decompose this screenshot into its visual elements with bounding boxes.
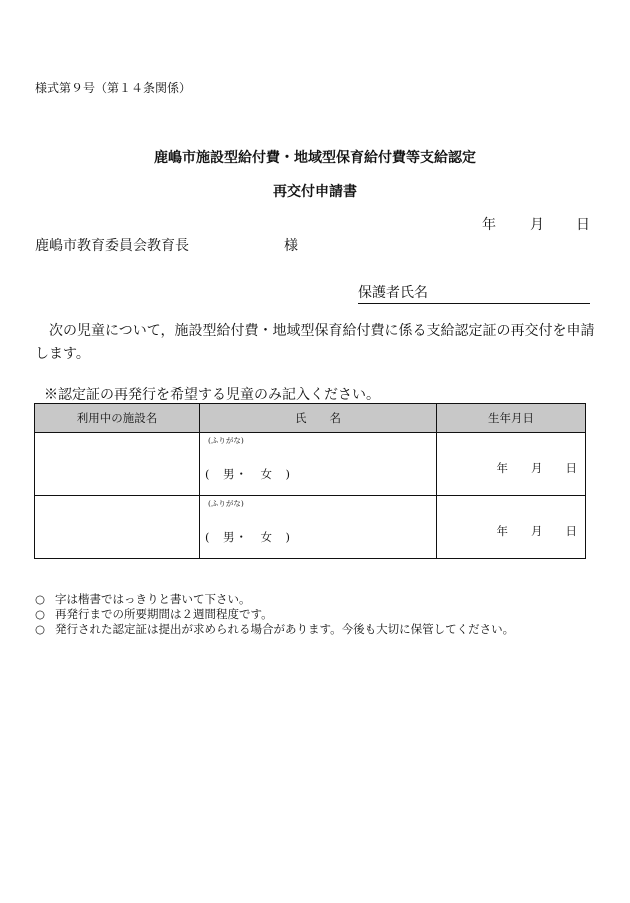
dob-cell[interactable] xyxy=(437,433,586,496)
header-facility: 利用中の施設名 xyxy=(35,404,200,433)
children-table xyxy=(34,403,586,559)
date-year-label: 年 xyxy=(482,217,496,233)
name-cell[interactable] xyxy=(200,433,437,496)
table-row xyxy=(35,496,586,559)
note-text: 再発行までの所要期間は２週間程度です。 xyxy=(55,607,273,621)
list-item xyxy=(35,592,514,607)
header-dob: 生年月日 xyxy=(437,404,586,433)
date-month-label: 月 xyxy=(530,217,544,233)
form-title: 鹿嶋市施設型給付費・地域型保育給付費等支給認定 xyxy=(154,150,476,166)
honorific: 様 xyxy=(284,238,298,254)
notes-list xyxy=(35,592,514,637)
gender-label: ( 男・ 女 ) xyxy=(205,467,291,481)
dob-label: 年 月 日 xyxy=(496,524,577,538)
facility-cell[interactable] xyxy=(35,433,200,496)
list-item xyxy=(35,607,514,622)
date-day-label: 日 xyxy=(576,217,590,233)
guardian-name-label: 保護者氏名 xyxy=(358,285,428,301)
circle-bullet-icon: ○ xyxy=(35,592,46,606)
list-item xyxy=(35,622,514,637)
dob-cell[interactable] xyxy=(437,496,586,559)
table-row xyxy=(35,433,586,496)
note-text: 発行された認定証は提出が求められる場合があります。今後も大切に保管してください。 xyxy=(55,622,515,636)
name-cell[interactable] xyxy=(200,496,437,559)
instruction-note: ※認定証の再発行を希望する児童のみ記入ください。 xyxy=(44,387,380,403)
facility-cell[interactable] xyxy=(35,496,200,559)
guardian-name-field[interactable] xyxy=(358,282,590,304)
circle-bullet-icon: ○ xyxy=(35,622,46,636)
furigana-label: (ふりがな) xyxy=(208,499,244,508)
furigana-label: (ふりがな) xyxy=(208,436,244,445)
form-number: 様式第９号（第１４条関係） xyxy=(35,81,192,95)
circle-bullet-icon: ○ xyxy=(35,607,46,621)
body-text: 次の児童について，施設型給付費・地域型保育給付費に係る支給認定証の再交付を申請します。 xyxy=(35,323,595,362)
form-subtitle: 再交付申請書 xyxy=(273,184,357,200)
table-header-row xyxy=(35,404,586,433)
note-text: 字は楷書ではっきりと書いて下さい。 xyxy=(55,592,251,606)
header-name: 氏 名 xyxy=(200,404,437,433)
dob-label: 年 月 日 xyxy=(496,461,577,475)
addressee: 鹿嶋市教育委員会教育長 xyxy=(35,238,189,254)
gender-label: ( 男・ 女 ) xyxy=(205,530,291,544)
